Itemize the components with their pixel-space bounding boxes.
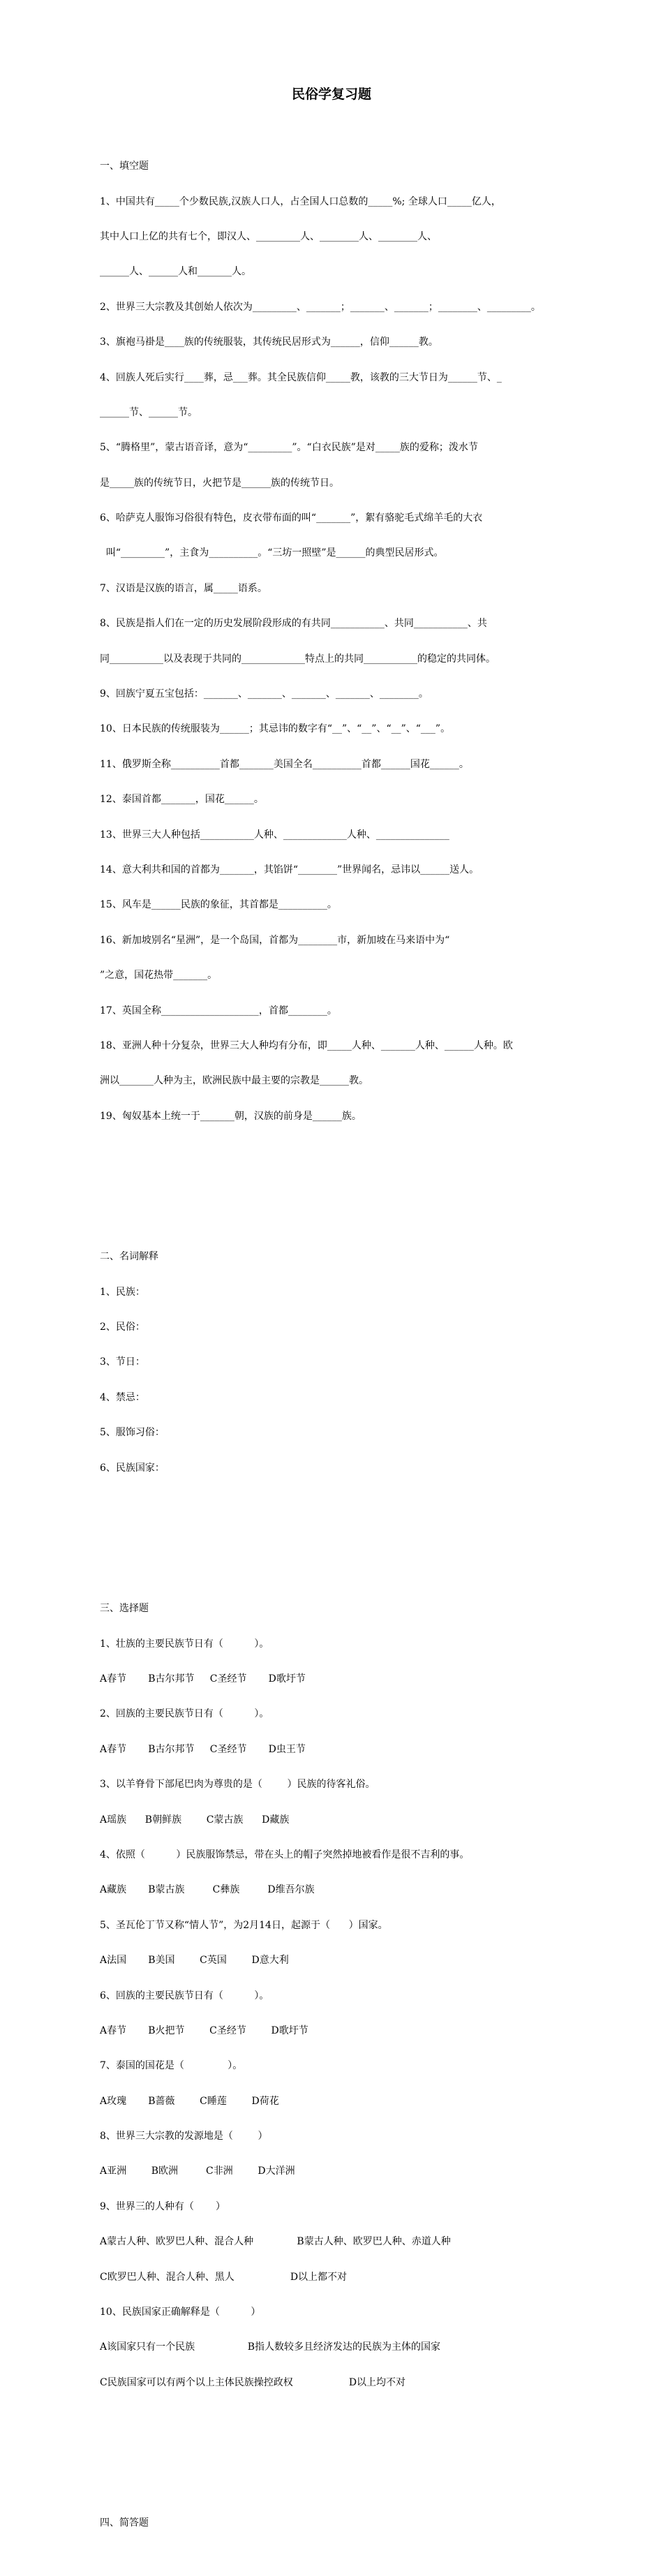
section-heading: 四、简答题 (100, 2517, 149, 2529)
choice-options: A春节 B古尔邦节 C圣经节 D虫王节 (100, 1743, 306, 1755)
term-item: 2、民俗： (100, 1322, 145, 1333)
section-spacer (100, 1532, 574, 1544)
question-line: 4、回族人死后实行____葬，忌___葬。其全民族信仰_____教，该教的三大节日为______节、_ (100, 371, 502, 383)
choice-options: A蒙古人种、欧罗巴人种、混合人种 B蒙古人种、欧罗巴人种、赤道人种 (100, 2236, 451, 2248)
question-line: 13、世界三大人种包括___________人种、_____________人种、_______________ (100, 829, 449, 841)
question-line: 2、世界三大宗教及其创始人依次为_________、_______；_______、_______；________、_________。 (100, 301, 541, 313)
question-line: 17、英国全称____________________，首都________。 (100, 1005, 337, 1016)
section-multiple-choice (100, 1580, 574, 2413)
question-line: 18、亚洲人种十分复杂，世界三大人种均有分布，即_____人种、_______人种、______人种。欧 (100, 1039, 513, 1051)
question-line: 14、意大利共和国的首都为_______，其馅饼“________”世界闻名，忌讳以______送人。 (100, 864, 479, 875)
term-item: 4、禁忌： (100, 1391, 145, 1403)
choice-options: A春节 B古尔邦节 C圣经节 D歌圩节 (100, 1673, 306, 1685)
choice-question: 6、回族的主要民族节日有（ ）。 (100, 1990, 269, 2001)
question-line: 11、俄罗斯全称__________首都_______美国全名__________首都______国花______。 (100, 758, 469, 770)
question-line: 10、日本民族的传统服装为______；其忌讳的数字有“__”、“__”、“__”、“___”。 (100, 723, 451, 735)
section-spacer (100, 1181, 574, 1193)
choice-options: A亚洲 B欧洲 C非洲 D大洋洲 (100, 2166, 295, 2177)
question-line: 15、风车是______民族的象征，其首都是__________。 (100, 899, 337, 911)
question-line: ______节、______节。 (100, 406, 198, 418)
section-heading: 二、名词解释 (100, 1251, 158, 1263)
question-line: 1、中国共有_____个少数民族,汉族人口人，占全国人口总数的_____%; 全球人口_____亿人， (100, 195, 501, 207)
question-line: 叫“_________”，主食为__________。“三坊一照壁”是______的典型民居形式。 (100, 547, 444, 559)
term-item: 5、服饰习俗： (100, 1427, 165, 1439)
choice-question: 2、回族的主要民族节日有（ ）。 (100, 1708, 269, 1720)
choice-options: C民族国家可以有两个以上主体民族操控政权 D以上均不对 (100, 2376, 406, 2388)
choice-question: 3、以羊脊骨下部尾巴肉为尊贵的是（ ）民族的待客礼俗。 (100, 1779, 375, 1791)
question-line: 19、匈奴基本上统一于_______朝，汉族的前身是______族。 (100, 1110, 362, 1122)
question-line: 9、回族宁夏五宝包括：_______、_______、_______、_______、________。 (100, 688, 429, 700)
question-line: 16、新加坡别名“星洲”，是一个岛国，首都为________市，新加坡在马来语中为“ (100, 934, 450, 946)
question-line: 8、民族是指人们在一定的历史发展阶段形成的有共同___________、共同___________、共 (100, 618, 487, 630)
section-term-definitions (100, 1228, 574, 1497)
choice-options: A该国家只有一个民族 B指人数较多且经济发达的民族为主体的国家 (100, 2341, 441, 2353)
document-body (100, 114, 574, 2576)
question-line: 3、旗袍马褂是____族的传统服装，其传统民居形式为______，信仰______教。 (100, 336, 438, 348)
section-heading: 三、选择题 (100, 1603, 149, 1615)
term-item: 1、民族： (100, 1286, 145, 1298)
choice-question: 7、泰国的国花是（ ）。 (100, 2060, 243, 2072)
choice-question: 5、圣瓦伦丁节又称“情人节”，为2月14日，起源于（ ）国家。 (100, 1919, 388, 1931)
choice-options: C欧罗巴人种、混合人种、黑人 D以上都不对 (100, 2271, 348, 2283)
section-short-answer (100, 2494, 574, 2553)
choice-options: A藏族 B蒙古族 C彝族 D维吾尔族 (100, 1884, 315, 1896)
choice-question: 9、世界三的人种有（ ） (100, 2200, 226, 2212)
section-spacer (100, 2448, 574, 2459)
question-line: 洲以_______人种为主，欧洲民族中最主要的宗教是______教。 (100, 1075, 368, 1087)
question-line: ”之意，国花热带_______。 (100, 970, 218, 982)
question-line: ______人、______人和_______人。 (100, 266, 251, 278)
choice-options: A春节 B火把节 C圣经节 D歌圩节 (100, 2024, 308, 2036)
choice-question: 8、世界三大宗教的发源地是（ ） (100, 2131, 268, 2142)
question-line: 5、“腾格里”，蒙古语音译，意为“_________”。“白衣民族”是对_____族的爱称；泼水节 (100, 442, 478, 454)
choice-options: A法国 B美国 C英国 D意大利 (100, 1955, 289, 1967)
choice-options: A瑶族 B朝鲜族 C蒙古族 D藏族 (100, 1814, 290, 1826)
section-heading: 一、填空题 (100, 161, 149, 172)
choice-question: 4、依照（ ）民族服饰禁忌，带在头上的帽子突然掉地被看作是很不吉利的事。 (100, 1849, 470, 1860)
choice-options: A玫瑰 B蔷薇 C睡莲 D荷花 (100, 2095, 279, 2107)
term-item: 6、民族国家： (100, 1462, 165, 1474)
page-title: 民俗学复习题 (291, 87, 371, 102)
question-line: 6、哈萨克人服饰习俗很有特色，皮衣带布面的叫“_______”，絮有骆驼毛式绵羊毛的大衣 (100, 512, 483, 524)
question-line: 7、汉语是汉族的语言，属_____语系。 (100, 582, 267, 594)
question-line: 同___________以及表现于共同的_____________特点上的共同___________的稳定的共同体。 (100, 653, 496, 665)
question-line: 12、泰国首都_______，国花______。 (100, 794, 264, 806)
question-line: 其中人口上亿的共有七个，即汉人、_________人、________人、________人、 (100, 230, 437, 242)
section-fill-in-the-blank (100, 138, 574, 1146)
term-item: 3、节日： (100, 1356, 145, 1368)
choice-question: 10、民族国家正确解释是（ ） (100, 2307, 261, 2318)
question-line: 是_____族的传统节日，火把节是______族的传统节日。 (100, 477, 339, 489)
choice-question: 1、壮族的主要民族节日有（ ）。 (100, 1638, 269, 1650)
